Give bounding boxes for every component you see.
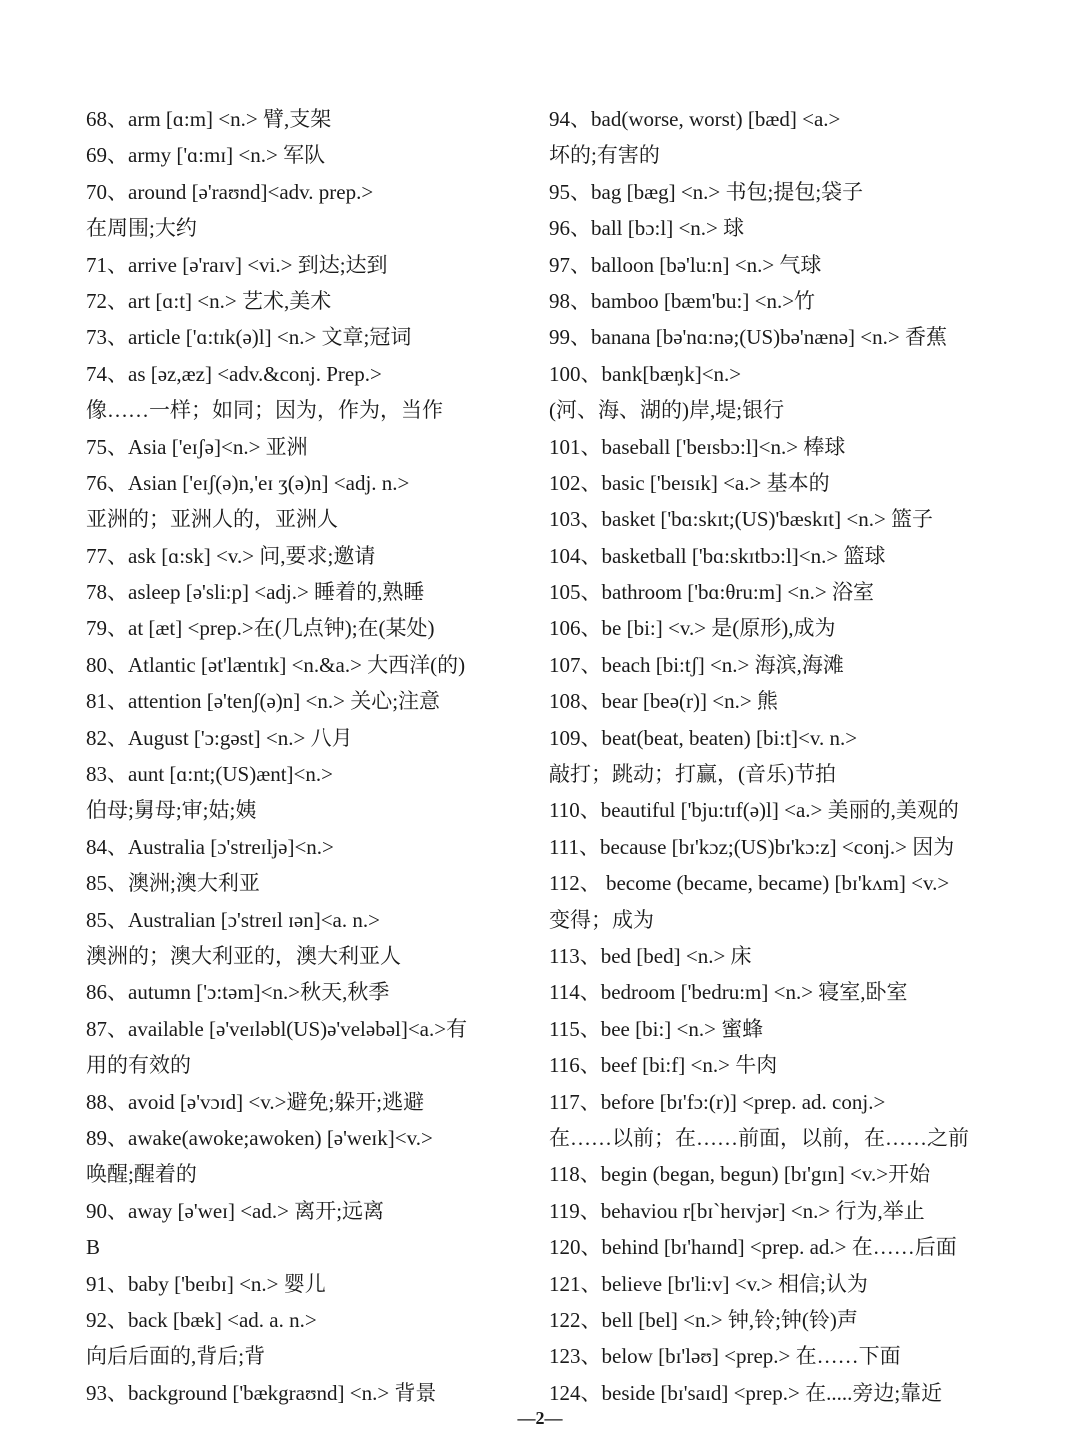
- left-column: [86, 101, 516, 1411]
- entry-line: 88、avoid [ə'vɔɪd] <v.>避免;躲开;逃避: [86, 1089, 425, 1114]
- entry-line: 68、arm [ɑ:m] <n.> 臂,支架: [86, 107, 332, 131]
- entry-line: 115、bee [bi:] <n.> 蜜蜂: [549, 1016, 764, 1041]
- entry-line: 82、August ['ɔ:gəst] <n.> 八月: [86, 725, 353, 750]
- entry-line: 120、behind [bɪ'haɪnd] <prep. ad.> 在……后面: [549, 1235, 957, 1260]
- entry-line: 121、believe [bɪ'li:v] <v.> 相信;认为: [549, 1271, 868, 1296]
- entry-line: 109、beat(beat, beaten) [bi:t]<v. n.>: [549, 725, 858, 750]
- entry-line: 97、balloon [bə'lu:n] <n.> 气球: [549, 252, 822, 277]
- entry-line: 91、baby ['beɪbɪ] <n.> 婴儿: [86, 1271, 326, 1296]
- entry-line: 坏的;有害的: [549, 143, 660, 168]
- right-column: [549, 101, 1009, 1411]
- entry-line: 敲打；跳动；打赢，(音乐)节拍: [549, 762, 836, 787]
- entry-line: 唤醒;醒着的: [86, 1162, 197, 1187]
- entry-line: 向后后面的,背后;背: [86, 1344, 266, 1369]
- entry-line: 98、bamboo [bæm'bu:] <n.>竹: [549, 288, 816, 313]
- entry-line: 77、ask [ɑ:sk] <v.> 问,要求;邀请: [86, 543, 376, 568]
- entry-line: 111、because [bɪ'kɔz;(US)bɪ'kɔ:z] <conj.> 因为: [549, 834, 955, 859]
- entry-line: 89、awake(awoke;awoken) [ə'weɪk]<v.>: [86, 1125, 433, 1150]
- entry-line: 亚洲的；亚洲人的，亚洲人: [86, 507, 338, 532]
- entry-line: 102、basic ['beɪsɪk] <a.> 基本的: [549, 470, 830, 495]
- entry-line: 106、be [bi:] <v.> 是(原形),成为: [549, 616, 836, 641]
- entry-line: 79、at [æt] <prep.>在(几点钟);在(某处): [86, 616, 435, 641]
- entry-line: 用的有效的: [86, 1053, 191, 1078]
- entry-line: 变得；成为: [549, 907, 654, 932]
- entry-line: 110、beautiful ['bju:tɪf(ə)l] <a.> 美丽的,美观的: [549, 798, 959, 823]
- entry-line: 94、bad(worse, worst) [bæd] <a.>: [549, 107, 841, 131]
- entry-line: 112、 become (became, became) [bɪ'kʌm] <v.>: [549, 871, 950, 896]
- entry-line: 73、article ['ɑ:tɪk(ə)l] <n.> 文章;冠词: [86, 325, 412, 350]
- entry-line: 96、ball [bɔ:l] <n.> 球: [549, 216, 745, 241]
- entry-line: 在……以前；在……前面，以前，在……之前: [549, 1125, 969, 1150]
- entry-line: 84、Australia [ɔ'streɪljə]<n.>: [86, 834, 334, 859]
- entry-line: 116、beef [bi:f] <n.> 牛肉: [549, 1053, 778, 1078]
- entry-line: 72、art [ɑ:t] <n.> 艺术,美术: [86, 288, 332, 313]
- entry-line: 100、bank[bæŋk]<n.>: [549, 361, 742, 386]
- entry-line: 80、Atlantic [ət'læntɪk] <n.&a.> 大西洋(的): [86, 652, 466, 677]
- entry-line: 像……一样；如同；因为，作为，当作: [86, 398, 443, 423]
- entry-line: 74、as [əz,æz] <adv.&conj. Prep.>: [86, 361, 382, 386]
- entry-line: 117、before [bɪ'fɔ:(r)] <prep. ad. conj.>: [549, 1089, 886, 1114]
- entry-line: 澳洲的；澳大利亚的，澳大利亚人: [86, 943, 401, 968]
- entry-line: 108、bear [beə(r)] <n.> 熊: [549, 689, 778, 714]
- entry-line: 113、bed [bed] <n.> 床: [549, 943, 752, 968]
- entry-line: 119、behaviou r[bɪ`heɪvjər] <n.> 行为,举止: [549, 1198, 925, 1223]
- entry-line: 99、banana [bə'nɑ:nə;(US)bə'nænə] <n.> 香蕉: [549, 325, 947, 350]
- entry-line: 69、army ['ɑ:mɪ] <n.> 军队: [86, 143, 326, 168]
- entry-line: 75、Asia ['eɪʃə]<n.> 亚洲: [86, 434, 308, 459]
- entry-line: 70、around [ə'raʊnd]<adv. prep.>: [86, 179, 374, 204]
- entry-line: 122、bell [bel] <n.> 钟,铃;钟(铃)声: [549, 1307, 858, 1332]
- entry-line: 101、baseball ['beɪsbɔ:l]<n.> 棒球: [549, 434, 846, 459]
- entry-line: 114、bedroom ['bedru:m] <n.> 寝室,卧室: [549, 980, 908, 1005]
- entry-line: 95、bag [bæg] <n.> 书包;提包;袋子: [549, 179, 864, 204]
- entry-line: 71、arrive [ə'raɪv] <vi.> 到达;达到: [86, 252, 388, 277]
- entry-line: 81、attention [ə'tenʃ(ə)n] <n.> 关心;注意: [86, 689, 441, 714]
- section-letter: B: [86, 1235, 101, 1260]
- entry-line: 85、Australian [ɔ'streɪl ɪən]<a. n.>: [86, 907, 380, 932]
- entry-line: 107、beach [bi:tʃ] <n.> 海滨,海滩: [549, 652, 844, 677]
- entry-line: 87、available [ə'veɪləbl(US)ə'veləbəl]<a.>有: [86, 1016, 468, 1041]
- entry-line: 85、澳洲;澳大利亚: [86, 871, 260, 896]
- entry-line: 78、asleep [ə'sli:p] <adj.> 睡着的,熟睡: [86, 580, 425, 605]
- page-number: —2—: [517, 1408, 563, 1428]
- entry-line: 124、beside [bɪ'saɪd] <prep.> 在.....旁边;靠近: [549, 1380, 943, 1405]
- entry-line: 76、Asian ['eɪʃ(ə)n,'eɪ ʒ(ə)n] <adj. n.>: [86, 470, 410, 495]
- entry-line: 104、basketball ['bɑ:skɪtbɔ:l]<n.> 篮球: [549, 543, 886, 568]
- entry-line: 在周围;大约: [86, 216, 197, 241]
- entry-line: (河、海、湖的)岸,堤;银行: [549, 398, 785, 423]
- entry-line: 103、basket ['bɑ:skɪt;(US)'bæskɪt] <n.> 篮子: [549, 507, 934, 532]
- entry-line: 伯母;舅母;审;姑;姨: [86, 798, 257, 823]
- entry-line: 105、bathroom ['bɑ:θru:m] <n.> 浴室: [549, 580, 874, 605]
- entry-line: 90、away [ə'weɪ] <ad.> 离开;远离: [86, 1198, 385, 1223]
- entry-line: 118、begin (began, begun) [bɪ'gɪn] <v.>开始: [549, 1162, 931, 1187]
- entry-line: 123、below [bɪ'ləʊ] <prep.> 在……下面: [549, 1344, 901, 1369]
- entry-line: 86、autumn ['ɔ:təm]<n.>秋天,秋季: [86, 980, 390, 1005]
- entry-line: 93、background ['bækgraʊnd] <n.> 背景: [86, 1380, 437, 1405]
- entry-line: 92、back [bæk] <ad. a. n.>: [86, 1307, 317, 1332]
- entry-line: 83、aunt [ɑ:nt;(US)ænt]<n.>: [86, 762, 333, 787]
